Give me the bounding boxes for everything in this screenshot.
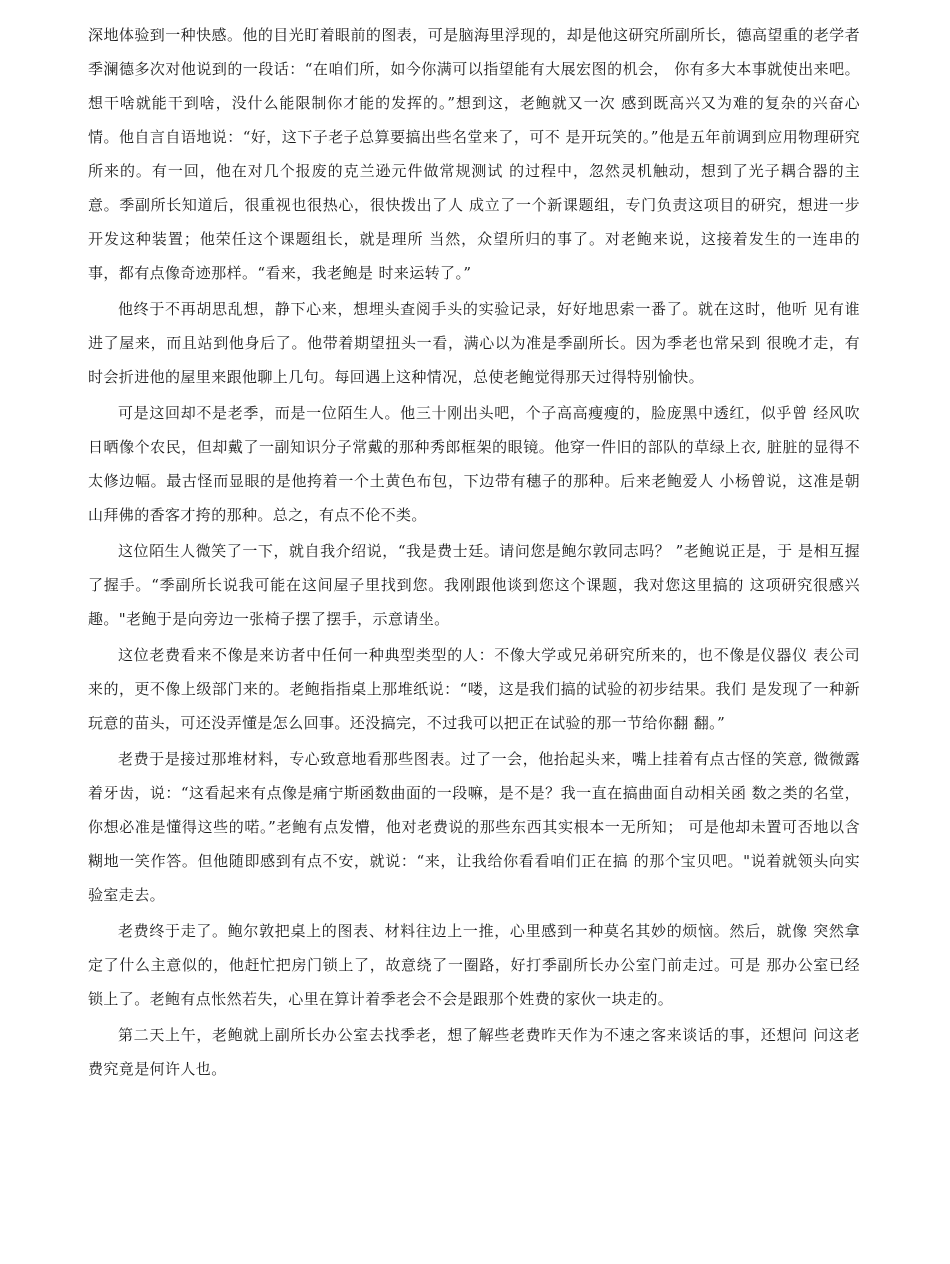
paragraph: 深地体验到一种快感。他的目光盯着眼前的图表，可是脑海里浮现的，却是他这研究所副所长，德高望重的老学者季澜德多次对他说到的一段话：“在咱们所，如今你满可以指望能有大展宏图的机会， 你有多大本事就使出来吧。想干啥就能干到啥，没什么能限制你才能的发挥的。”想到这，老鲍就又一次 感到既高兴又为难的复杂的兴奋心情。他自言自语地说：“好，这下子老子总算要搞出些名堂来了，可不 是开玩笑的。”他是五年前调到应用物理研究所来的。有一回，他在对几个报废的克兰逊元件做常规测试 的过程中，忽然灵机触动，想到了光子耦合器的主意。季副所长知道后，很重视也很热心，很快拨出了人 成立了一个新课题组，专门负责这项目的研究，想进一步开发这种装置；他荣任这个课题组长，就是理所 当然，众望所归的事了。对老鲍来说，这接着发生的一连串的事，都有点像奇迹那样。“看来，我老鲍是 时来运转了。” [88,26,860,282]
paragraph: 他终于不再胡思乱想，静下心来，想埋头查阅手头的实验记录，好好地思索一番了。就在这时，他听 见有谁进了屋来，而且站到他身后了。他带着期望扭头一看，满心以为准是季副所长。因为季老也常呆到 很晚才走，有时会折进他的屋里来跟他聊上几句。每回遇上这种情况，总使老鲍觉得那天过得特别愉快。 [88,300,860,386]
paragraph: 老费于是接过那堆材料，专心致意地看那些图表。过了一会，他抬起头来，嘴上挂着有点古怪的笑意, 微微露着牙齿，说：“这看起来有点像是痛宁斯函数曲面的一段嘛，是不是？我一直在搞曲面自动相关函 数之类的名堂，你想必准是懂得这些的喏。”老鲍有点发懵，他对老费说的那些东西其实根本一无所知； 可是他却未置可否地以含糊地一笑作答。但他随即感到有点不安，就说：“来，让我给你看看咱们正在搞 的那个宝贝吧。"说着就领头向实验室走去。 [88,750,860,904]
document-body [88,18,860,1088]
paragraph: 这位陌生人微笑了一下，就自我介绍说，“我是费士廷。请问您是鲍尔敦同志吗？ ”老鲍说正是，于 是相互握了握手。“季副所长说我可能在这间屋子里找到您。我刚跟他谈到您这个课题，我对您这里搞的 这项研究很感兴趣。"老鲍于是向旁边一张椅子摆了摆手，示意请坐。 [88,542,860,628]
paragraph: 这位老费看来不像是来访者中任何一种典型类型的人：不像大学或兄弟研究所来的，也不像是仪器仪 表公司来的，更不像上级部门来的。老鲍指指桌上那堆纸说：“喽，这是我们搞的试验的初步结果。我们 是发现了一种新玩意的苗头，可还没弄懂是怎么回事。还没搞完，不过我可以把正在试验的那一节给你翻 翻。” [88,646,860,732]
paragraph: 第二天上午，老鲍就上副所长办公室去找季老，想了解些老费昨天作为不速之客来谈话的事，还想问 问这老费究竟是何许人也。 [88,1026,860,1078]
paragraph: 老费终于走了。鲍尔敦把桌上的图表、材料往边上一推，心里感到一种莫名其妙的烦恼。然后，就像 突然拿定了什么主意似的，他赶忙把房门锁上了，故意绕了一圈路，好打季副所长办公室门前走过。可是 那办公室已经锁上了。老鲍有点怅然若失，心里在算计着季老会不会是跟那个姓费的家伙一块走的。 [88,922,860,1008]
paragraph: 可是这回却不是老季，而是一位陌生人。他三十刚出头吧，个子高高瘦瘦的，脸庞黑中透红，似乎曾 经风吹日晒像个农民，但却戴了一副知识分子常戴的那种秀郎框架的眼镜。他穿一件旧的部队的草绿上衣, 脏脏的显得不太修边幅。最古怪而显眼的是他挎着一个土黄色布包，下边带有穗子的那种。后来老鲍爱人 小杨曾说，这准是朝山拜佛的香客才挎的那种。总之，有点不伦不类。 [88,404,860,524]
